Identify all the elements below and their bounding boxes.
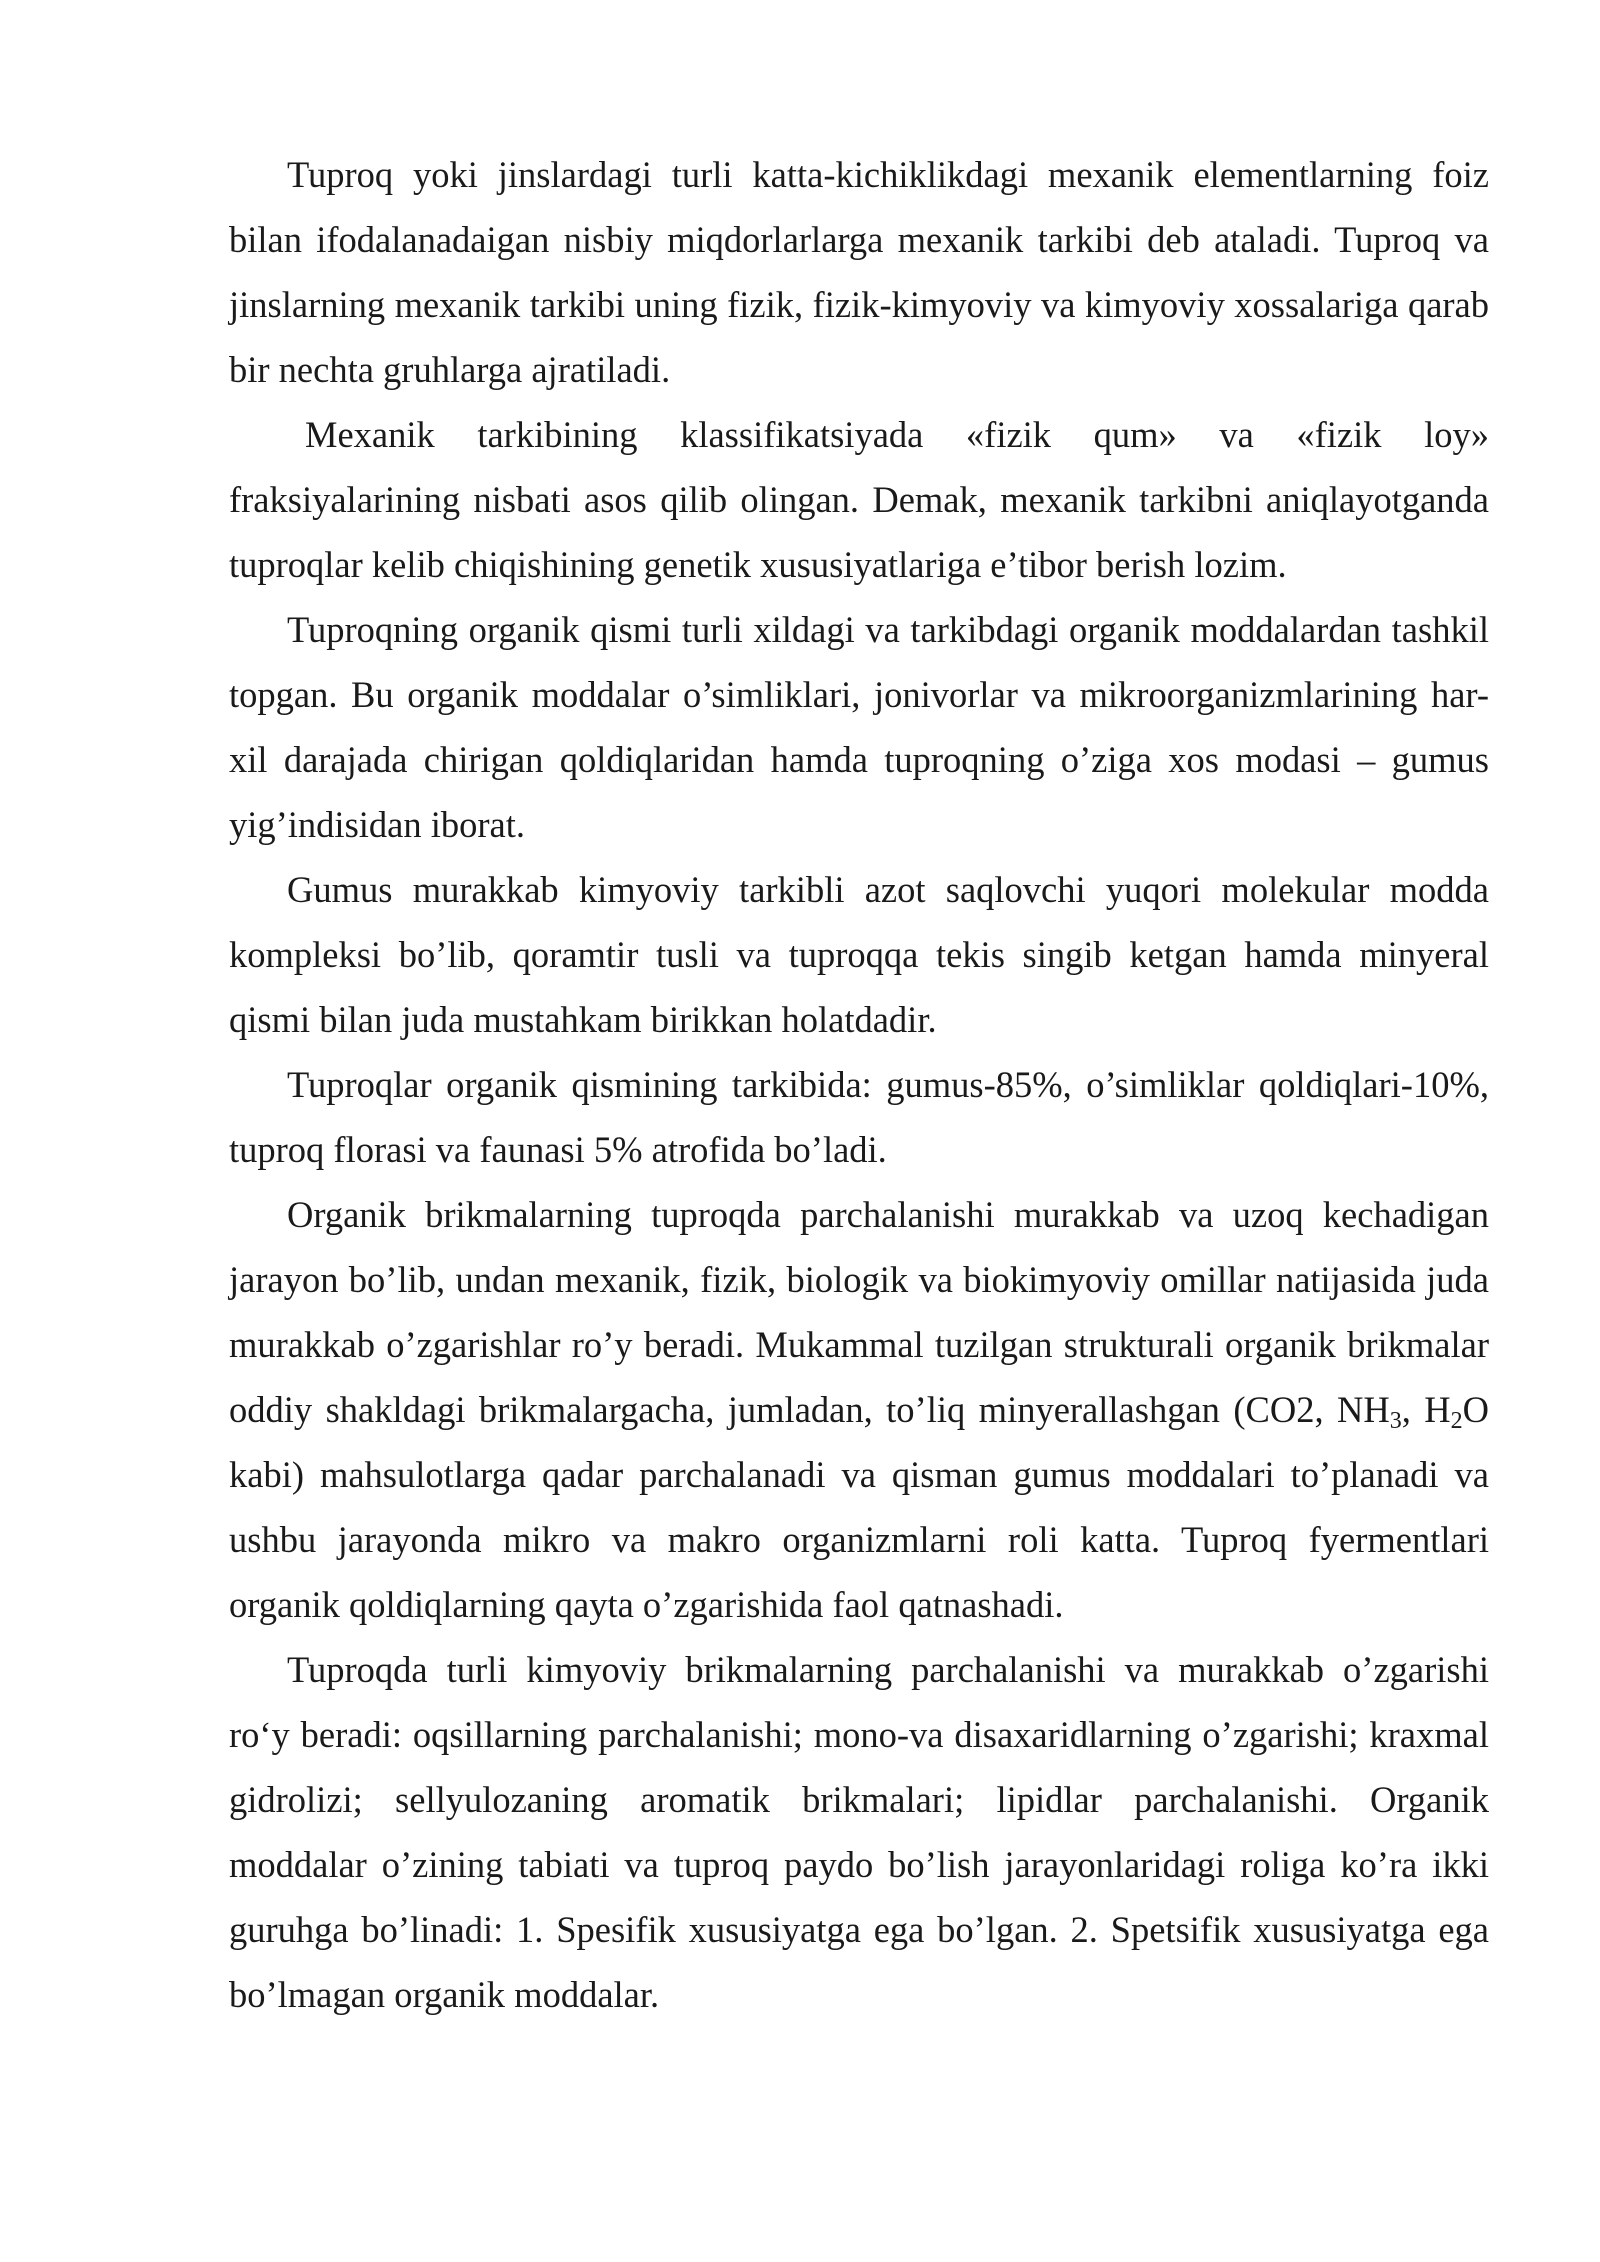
ammonia-subscript: 3 — [1389, 1408, 1402, 1434]
decomposition-text-start: Organik brikmalarning tuproqda parchalanishi murakkab va uzoq kechadigan jarayon bo’lib, undan mexanik, fizik, biologik va biokimyoviy omillar natijasida juda murakkab o’zgarishlar ro’y beradi. Mukammal tuzilgan strukturali organik brikmalar oddiy shakldagi brikmalargacha, jumladan, to’liq minyerallashgan (CO2, NH — [229, 1194, 1489, 1430]
paragraph-decomposition — [229, 1182, 1489, 1637]
paragraph-organic-part: Tuproqning organik qismi turli xildagi va tarkibdagi organik moddalardan tashkil topgan. Bu organik moddalar o’simliklari, jonivorlar va mikroorganizmlarining har-xil darajada chirigan qoldiqlaridan hamda tuproqning o’ziga xos modasi – gumus yig’indisidan iborat. — [229, 609, 1489, 845]
decomposition-text-end: O kabi) mahsulotlarga qadar parchalanadi va qisman gumus moddalari to’planadi va ushbu jarayonda mikro va makro organizmlarni roli katta. Tuproq fyermentlari organik qoldiqlarning qayta o’zgarishida faol qatnashadi. — [229, 1389, 1489, 1625]
paragraph-chemical-changes: Tuproqda turli kimyoviy brikmalarning parchalanishi va murakkab o’zgarishi ro‘y beradi: oqsillarning parchalanishi; mono-va disaxaridlarning o’zgarishi; kraxmal gidrolizi; sellyulozaning aromatik brikmalari; lipidlar parchalanishi. Organik moddalar o’zining tabiati va tuproq paydo bo’lish jarayonlaridagi roliga ko’ra ikki guruhga bo’linadi: 1. Spesifik xususiyatga ega bo’lgan. 2. Spetsifik xususiyatga ega bo’lmagan organik moddalar. — [229, 1649, 1489, 2015]
paragraph-humus: Gumus murakkab kimyoviy tarkibli azot saqlovchi yuqori molekular modda kompleksi bo’lib, qoramtir tusli va tuproqqa tekis singib ketgan hamda minyeral qismi bilan juda mustahkam birikkan holatdadir. — [229, 869, 1489, 1040]
paragraph-mechanical-composition: Tuproq yoki jinslardagi turli katta-kichiklikdagi mexanik elementlarning foiz bilan ifodalanadaigan nisbiy miqdorlarlarga mexanik tarkibi deb ataladi. Tuproq va jinslarning mexanik tarkibi uning fizik, fizik-kimyoviy va kimyoviy xossalariga qarab bir nechta gruhlarga ajratiladi. — [229, 154, 1489, 390]
paragraph-classification: Mexanik tarkibining klassifikatsiyada «fizik qum» va «fizik loy» fraksiyalarining nisbati asos qilib olingan. Demak, mexanik tarkibni aniqlayotganda tuproqlar kelib chiqishining genetik xususiyatlariga e’tibor berish lozim. — [229, 414, 1489, 585]
document-page — [229, 142, 1489, 2027]
paragraph-organic-composition: Tuproqlar organik qismining tarkibida: gumus-85%, o’simliklar qoldiqlari-10%, tuproq florasi va faunasi 5% atrofida bo’ladi. — [229, 1064, 1489, 1170]
water-subscript: 2 — [1450, 1408, 1463, 1434]
decomposition-text-mid: , H — [1401, 1389, 1451, 1430]
